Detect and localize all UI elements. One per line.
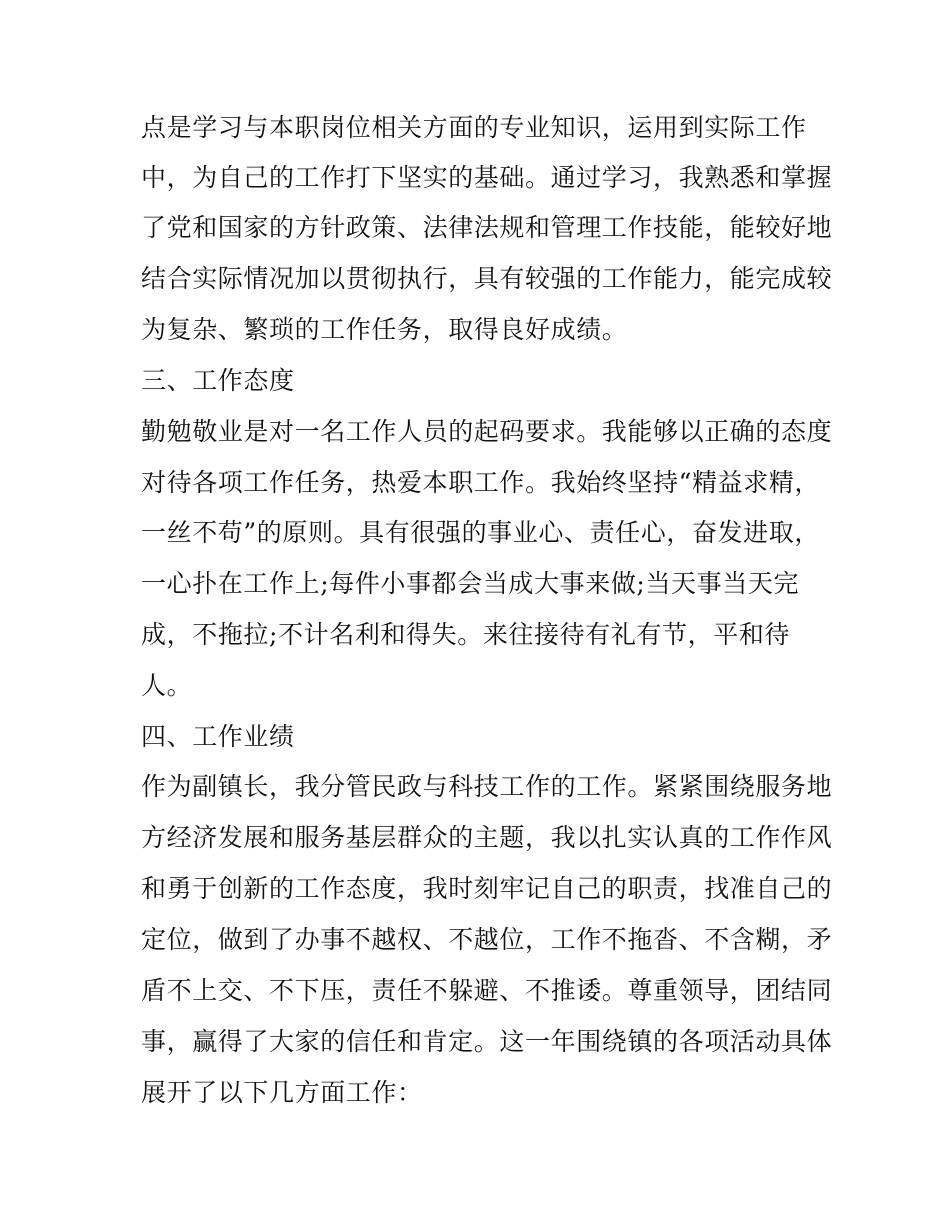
text-line: 作为副镇长，我分管民政与科技工作的工作。紧紧围绕服务地: [141, 772, 833, 801]
text-line: 定位，做到了办事不越权、不越位，工作不拖沓、不含糊，矛: [141, 925, 833, 954]
text-line: 人。: [141, 671, 193, 700]
text-line: 盾不上交、不下压，责任不躲避、不推诿。尊重领导，团结同: [141, 976, 833, 1005]
text-line: 一丝不苟”的原则。具有很强的事业心、责任心，奋发进取，: [141, 518, 820, 547]
text-line: 对待各项工作任务，热爱本职工作。我始终坚持“精益求精，: [141, 468, 820, 497]
text-line: 成，不拖拉;不计名利和得失。来往接待有礼有节，平和待: [141, 620, 791, 649]
text-line: 结合实际情况加以贯彻执行，具有较强的工作能力，能完成较: [141, 264, 833, 293]
section-heading-work-attitude: 三、工作态度: [141, 366, 295, 395]
text-line: 一心扑在工作上;每件小事都会当成大事来做;当天事当天完: [141, 569, 800, 598]
text-line: 方经济发展和服务基层群众的主题，我以扎实认真的工作作风: [141, 823, 833, 852]
text-line: 事，赢得了大家的信任和肯定。这一年围绕镇的各项活动具体: [141, 1027, 833, 1056]
text-line: 中，为自己的工作打下坚实的基础。通过学习，我熟悉和掌握: [141, 163, 833, 192]
section-heading-work-performance: 四、工作业绩: [141, 722, 295, 751]
text-line: 勤勉敬业是对一名工作人员的起码要求。我能够以正确的态度: [141, 417, 833, 446]
text-line: 了党和国家的方针政策、法律法规和管理工作技能，能较好地: [141, 213, 833, 242]
text-line: 展开了以下几方面工作：: [141, 1078, 423, 1107]
text-line: 为复杂、繁琐的工作任务，取得良好成绩。: [141, 315, 628, 344]
text-line: 和勇于创新的工作态度，我时刻牢记自己的职责，找准自己的: [141, 874, 833, 903]
text-line: 点是学习与本职岗位相关方面的专业知识，运用到实际工作: [141, 113, 807, 142]
